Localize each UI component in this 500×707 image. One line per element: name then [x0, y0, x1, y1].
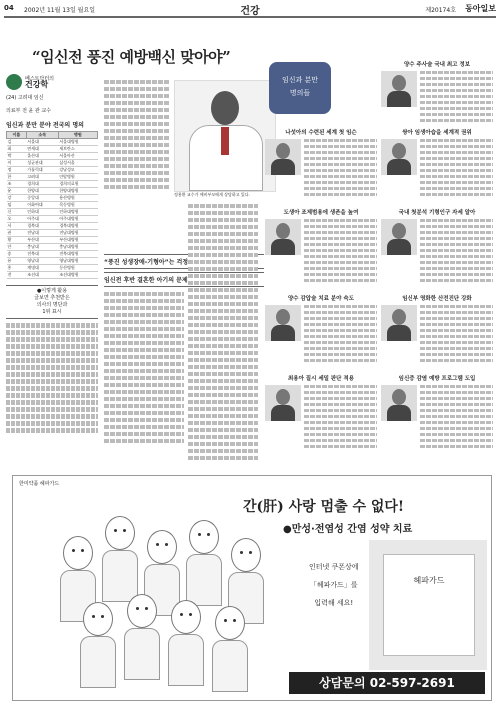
table-row: [7, 209, 98, 216]
table-cell: 가톨릭대: [26, 167, 58, 174]
ad-phone[interactable]: 상담문의 02-597-2691: [289, 672, 485, 694]
table-cell: 홍: [7, 265, 27, 272]
doctor-cell: 국내 첫분석 기형인구 자세 알아: [381, 208, 493, 285]
note-line: ●이렇게 활용: [36, 288, 68, 294]
table-cell: 한: [7, 174, 27, 181]
section-title: 건강: [240, 6, 260, 17]
table-cell: 영남대병원: [58, 258, 97, 265]
subhead-2: 임신전 후반 결혼한 아기의 문제: [104, 272, 264, 287]
doctor-cell: 나섯아의 수련된 세계 첫 임슨: [265, 128, 377, 199]
table-row: [7, 160, 98, 167]
table-cell: 경북대: [26, 223, 58, 230]
issue-date: 2002년 11월 13일 월요일: [24, 7, 96, 14]
product-box: [369, 540, 487, 670]
table-cell: 황: [7, 237, 27, 244]
main-headline: “임신전 풍진 예방백신 맞아야”: [32, 48, 231, 66]
table-row: [7, 251, 98, 258]
table-row: [7, 244, 98, 251]
table-cell: 성균관대: [26, 160, 58, 167]
table-cell: 전남대병원: [58, 230, 97, 237]
hospital-table: [6, 131, 98, 279]
table-cell: 김: [7, 139, 27, 146]
table-title: 임신과 분만 분야 전국의 명의: [6, 122, 84, 129]
table-cell: 부산대병원: [58, 237, 97, 244]
paper-name: 동아일보: [465, 4, 496, 13]
doctor-cell: 쌍아 임생아습을 세계적 권위: [381, 128, 493, 199]
logo-mark-icon: [6, 74, 22, 90]
table-row: [7, 146, 98, 153]
column-caption: (24) 고려대 임신: [6, 95, 44, 101]
doctor-photo: [381, 385, 417, 421]
doctor-photo: [381, 305, 417, 341]
table-cell: 조: [7, 181, 27, 188]
table-cell: 전북대: [26, 251, 58, 258]
table-row: [7, 272, 98, 279]
doctor-photo: [265, 139, 301, 175]
table-row: [7, 202, 98, 209]
table-row: [7, 195, 98, 202]
table-cell: 강남성모: [58, 167, 97, 174]
table-cell: 강: [7, 195, 27, 202]
column-logo: [6, 74, 98, 90]
ad-people-illustration: [53, 516, 273, 686]
table-cell: 한양대: [26, 188, 58, 195]
table-cell: 조선대병원: [58, 272, 97, 279]
subhead-1: “풍진 성생장애-기형아”는 걱정: [104, 254, 264, 269]
table-cell: 인하대: [26, 209, 58, 216]
table-cell: 권: [7, 230, 27, 237]
table-cell: 오: [7, 216, 27, 223]
note-line: 의사의 명단과: [36, 302, 68, 308]
table-cell: 조선대: [26, 272, 58, 279]
table-row: [7, 216, 98, 223]
product-name: 헤파가드: [413, 576, 445, 585]
table-header: 이름: [7, 132, 27, 139]
table-row: [7, 223, 98, 230]
table-cell: 동산병원: [58, 265, 97, 272]
table-cell: 경희의료원: [58, 181, 97, 188]
doctor-cell: 양수 감압술 치료 분야 숙도: [265, 294, 377, 365]
table-cell: 중앙대: [26, 195, 58, 202]
doctor-cell: 양수 주사술 국내 최고 정보: [381, 60, 493, 125]
ad-subline: ●만성·전염성 간염 성약 치료: [283, 524, 413, 535]
table-row: [7, 167, 98, 174]
doctor-photo: [381, 219, 417, 255]
page-number: 04: [4, 4, 14, 12]
table-cell: 전북대병원: [58, 251, 97, 258]
usage-note-box: [6, 285, 98, 319]
table-cell: 서울대: [26, 139, 58, 146]
article-text-1: [104, 292, 184, 446]
table-row: [7, 139, 98, 146]
ad-headline: 간(肝) 사랑 멈출 수 없다!: [243, 499, 405, 515]
page-header: [4, 2, 496, 18]
doctor-cell: 도생아 조제범용에 생존을 높여: [265, 208, 377, 285]
doctor-cell: 임신증 감염 예방 프로그램 도입: [381, 374, 493, 451]
table-row: [7, 153, 98, 160]
table-cell: 경북대병원: [58, 223, 97, 230]
doctor-cell: 최용아 질시 세밀 판단 적용: [265, 374, 377, 451]
table-cell: 임: [7, 202, 27, 209]
note-line: 1위 표시: [42, 309, 62, 315]
table-cell: 유: [7, 258, 27, 265]
table-row: [7, 181, 98, 188]
table-cell: 전: [7, 272, 27, 279]
table-cell: 신: [7, 209, 27, 216]
table-row: [7, 265, 98, 272]
table-cell: 윤: [7, 188, 27, 195]
column-author: 의료부 전 윤 관 교수: [6, 108, 51, 114]
table-cell: 한양대병원: [58, 188, 97, 195]
table-cell: 정: [7, 167, 27, 174]
table-cell: 서울아산: [58, 153, 97, 160]
table-cell: 이: [7, 160, 27, 167]
doctor-photo: [265, 305, 301, 341]
table-cell: 울산대: [26, 153, 58, 160]
table-cell: 안암병원: [58, 174, 97, 181]
table-row: [7, 174, 98, 181]
table-row: [7, 237, 98, 244]
doctor-photo: [381, 139, 417, 175]
logo-text: 베스트닥터의: [25, 76, 54, 82]
table-cell: 세브란스: [58, 146, 97, 153]
article-text-left: [104, 80, 170, 192]
note-line: 글보면 추천받은: [34, 295, 70, 301]
right-doctors-grid: [265, 56, 495, 456]
table-cell: 고려대: [26, 174, 58, 181]
doctor-photo: [265, 219, 301, 255]
table-cell: 충남대병원: [58, 244, 97, 251]
logo-text-bold: 건강학: [25, 80, 49, 89]
table-cell: 목동병원: [58, 202, 97, 209]
table-cell: 아주대: [26, 216, 58, 223]
doctor-photo: [381, 71, 417, 107]
table-cell: 서: [7, 223, 27, 230]
table-cell: 전남대: [26, 230, 58, 237]
table-row: [7, 188, 98, 195]
table-cell: 부산대: [26, 237, 58, 244]
ad-brand: 한미약품 헤파가드: [19, 481, 60, 487]
table-cell: 이화여대: [26, 202, 58, 209]
section-tag: 임신과 분만 명의들: [269, 62, 331, 114]
left-body-text: [6, 323, 98, 433]
doctor-cell: 임신부 영화한 산전진단 강화: [381, 294, 493, 365]
doctor-photo: [174, 80, 276, 192]
table-cell: 연세대: [26, 146, 58, 153]
table-cell: 박: [7, 153, 27, 160]
table-header: 소속: [26, 132, 58, 139]
table-cell: 충남대: [26, 244, 58, 251]
left-column: [6, 74, 98, 435]
photo-caption: 정용환 교수가 예비부모에게 상담하고 있다.: [174, 192, 250, 197]
table-cell: 인하대병원: [58, 209, 97, 216]
table-cell: 서울대병원: [58, 139, 97, 146]
table-cell: 아주대병원: [58, 216, 97, 223]
table-cell: 안: [7, 244, 27, 251]
edition-number: 제20174호: [425, 7, 456, 14]
table-row: [7, 230, 98, 237]
table-cell: 송: [7, 251, 27, 258]
table-header: 병원: [58, 132, 97, 139]
table-row: [7, 258, 98, 265]
advertisement[interactable]: [12, 475, 492, 701]
table-cell: 경희대: [26, 181, 58, 188]
table-cell: 계명대: [26, 265, 58, 272]
table-cell: 삼성서울: [58, 160, 97, 167]
table-cell: 영남대: [26, 258, 58, 265]
table-cell: 최: [7, 146, 27, 153]
table-cell: 용산병원: [58, 195, 97, 202]
doctor-photo: [265, 385, 301, 421]
ad-copy: 인터넷 쿠폰상에 「헤파가드」를 입력해 세요!: [309, 563, 359, 607]
article-text-2: [188, 204, 258, 463]
